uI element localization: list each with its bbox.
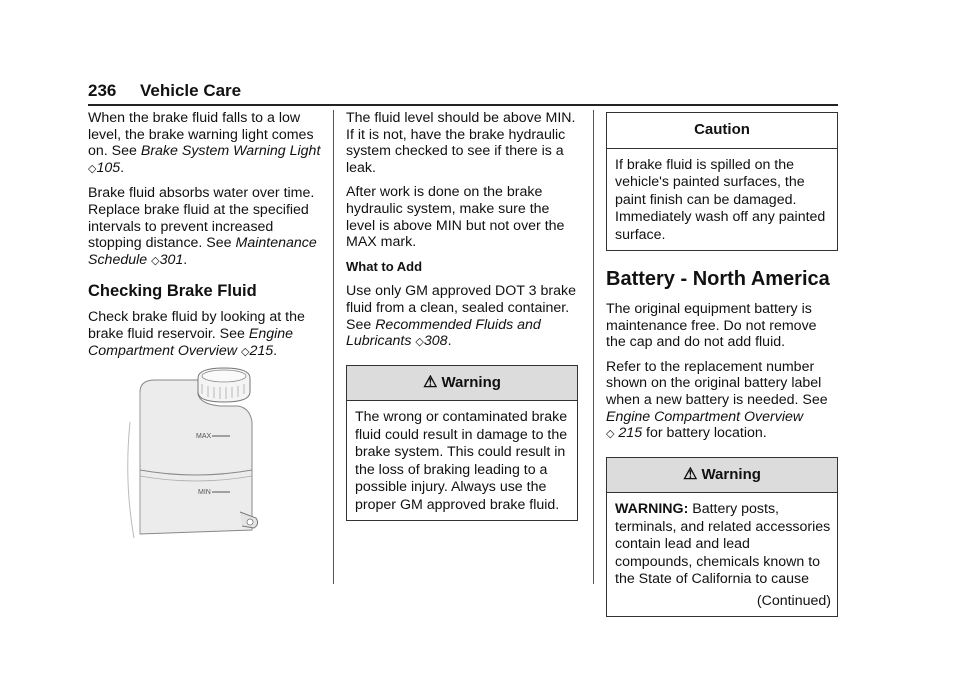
warning-box bbox=[346, 365, 578, 522]
warning-box bbox=[606, 457, 838, 618]
paragraph bbox=[606, 359, 838, 443]
page-header bbox=[88, 80, 838, 106]
column-divider bbox=[593, 110, 594, 584]
ref-arrow-icon: ◇ bbox=[151, 254, 160, 267]
paragraph: Use only GM approved DOT 3 brake fluid from a clean, sealed container. See Recommended Fluids and Lubricants ◇308. bbox=[346, 283, 576, 350]
max-mark-label: MAX bbox=[196, 433, 212, 440]
continued-label: (Continued) bbox=[756, 592, 831, 609]
ref-arrow-icon: ◇ bbox=[415, 336, 424, 349]
ref-arrow-icon: ◇ bbox=[88, 162, 97, 175]
section-heading: Battery - North America bbox=[606, 268, 830, 291]
page-ref[interactable]: 301 bbox=[159, 251, 184, 268]
page-ref[interactable]: 215 bbox=[618, 425, 643, 442]
page-ref[interactable]: 308 bbox=[423, 333, 448, 350]
page-ref[interactable]: 215 bbox=[249, 342, 274, 359]
warning-lead: WARNING: bbox=[615, 501, 689, 518]
warning-body bbox=[607, 493, 837, 616]
paragraph-text: Check brake fluid by looking at the brake fluid reservoir. See bbox=[88, 309, 305, 342]
paragraph: After work is done on the brake hydraulic system, make sure the level is above MIN but not over the MAX mark. bbox=[346, 184, 565, 251]
brake-fluid-reservoir-illustration bbox=[120, 362, 280, 542]
paragraph: When the brake fluid falls to a low level, the brake warning light comes on. See Brake System Warning Light ◇105. bbox=[88, 110, 321, 176]
cross-reference-link[interactable]: Engine Compartment Overview bbox=[606, 408, 804, 425]
warning-title: Warning bbox=[701, 465, 761, 483]
caution-body bbox=[607, 149, 837, 251]
min-mark-label: MIN bbox=[198, 489, 211, 496]
column-2 bbox=[346, 110, 578, 531]
paragraph-text: Brake fluid absorbs water over time. Replace brake fluid at the specified intervals to prevent increased stopping distance. See bbox=[88, 185, 315, 252]
page-number: 236 bbox=[88, 81, 117, 100]
cross-reference-link[interactable]: Recommended Fluids and Lubricants bbox=[346, 316, 541, 350]
warning-header bbox=[607, 458, 837, 494]
ref-arrow-icon: ◇ bbox=[606, 428, 615, 441]
paragraph-text: Use only GM approved DOT 3 brake fluid from a clean, sealed container. See bbox=[346, 283, 576, 333]
warning-text bbox=[615, 501, 831, 589]
warning-text-body: Battery posts, terminals, and related accessories contain lead and lead compounds, chemicals known to the State of California to cause bbox=[615, 501, 831, 588]
caution-text: If brake fluid is spilled on the vehicle's painted surfaces, the paint finish can be damaged. Immediately wash off any painted surface. bbox=[615, 156, 826, 243]
caution-header: Caution bbox=[607, 113, 837, 149]
paragraph-text: for battery location. bbox=[642, 425, 767, 442]
paragraph: The original equipment battery is maintenance free. Do not remove the cap and do not add fluid. bbox=[606, 301, 817, 351]
paragraph: Brake fluid absorbs water over time. Replace brake fluid at the specified intervals to prevent increased stopping distance. See Maintenance Schedule ◇301. bbox=[88, 185, 317, 268]
paragraph: Check brake fluid by looking at the brake fluid reservoir. See Engine Compartment Overview ◇215. bbox=[88, 309, 305, 359]
section-title: Vehicle Care bbox=[140, 81, 242, 100]
warning-title: Warning bbox=[441, 373, 501, 391]
warning-triangle-icon: ⚠ bbox=[683, 465, 698, 483]
cross-reference-link[interactable]: Engine Compartment Overview bbox=[88, 325, 294, 359]
paragraph-text: When the brake fluid falls to a low level, the brake warning light comes on. See bbox=[88, 110, 314, 160]
warning-text: The wrong or contaminated brake fluid could result in damage to the brake system. This could result in the loss of braking leading to a possible injury. Always use the proper GM approved brake fluid. bbox=[355, 409, 568, 513]
paragraph: The fluid level should be above MIN. If it is not, have the brake hydraulic system checked to see if there is a leak. bbox=[346, 110, 576, 176]
page-ref[interactable]: 105 bbox=[96, 159, 121, 176]
warning-body bbox=[347, 401, 577, 520]
ref-arrow-icon: ◇ bbox=[240, 345, 250, 358]
section-heading: Checking Brake Fluid bbox=[88, 282, 257, 301]
subheading: What to Add bbox=[346, 258, 423, 274]
caution-box bbox=[606, 112, 838, 251]
column-3 bbox=[606, 110, 838, 627]
column-divider bbox=[333, 110, 334, 584]
cross-reference-link[interactable]: Maintenance Schedule bbox=[88, 235, 317, 268]
warning-header bbox=[347, 366, 577, 402]
column-1 bbox=[88, 110, 322, 368]
paragraph-text: Refer to the replacement number shown on the original battery label when a new battery is needed. See bbox=[606, 358, 828, 409]
warning-triangle-icon: ⚠ bbox=[423, 373, 438, 391]
cross-reference-link[interactable]: Brake System Warning Light bbox=[140, 143, 321, 160]
